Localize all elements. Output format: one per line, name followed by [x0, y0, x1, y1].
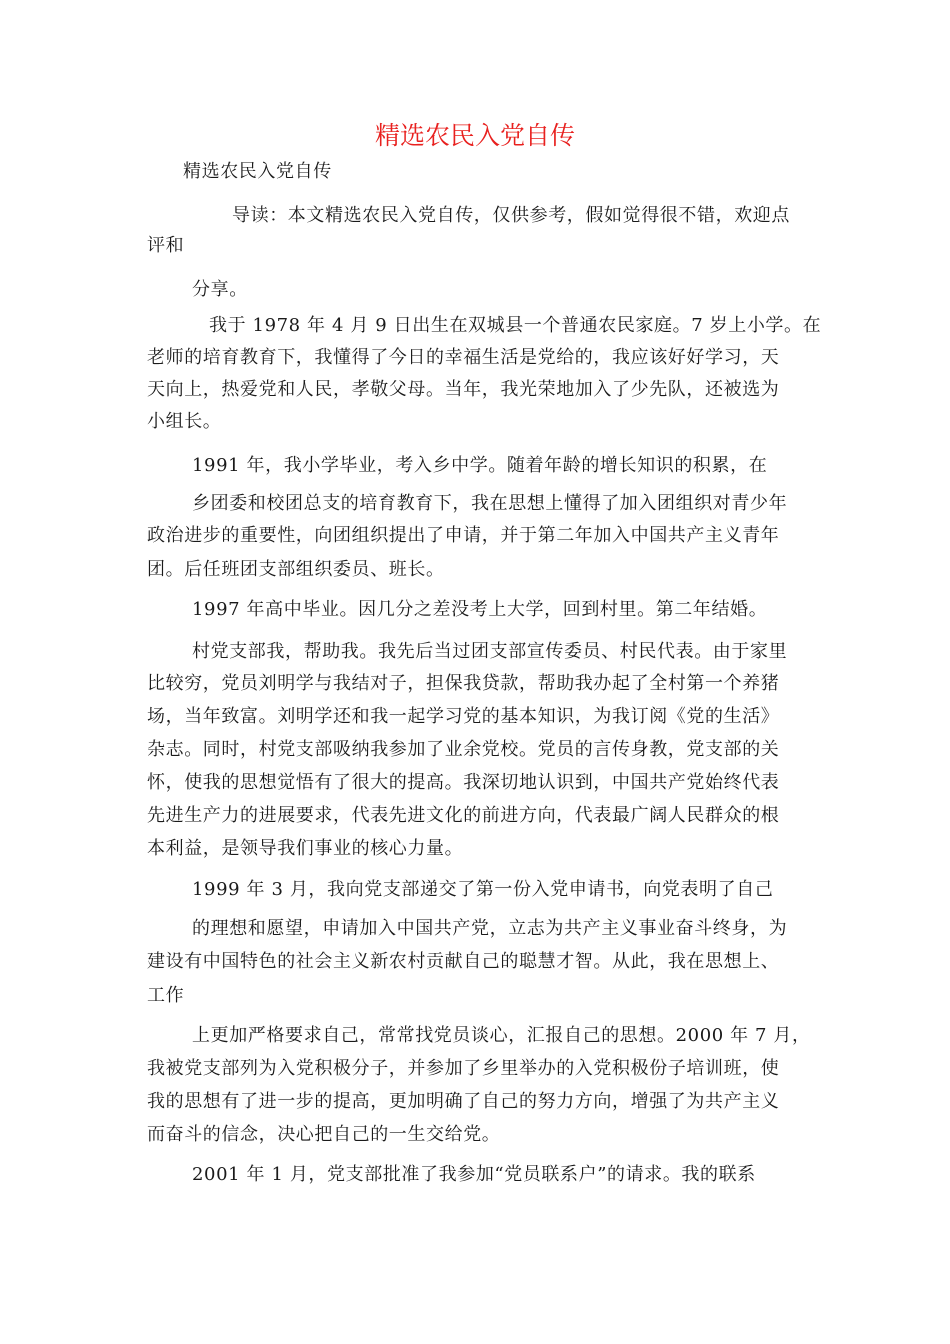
text-line: 杂志。同时，村党支部吸纳我参加了业余党校。党员的言传身教，党支部的关	[147, 739, 780, 760]
text-line: 本利益，是领导我们事业的核心力量。	[147, 838, 464, 859]
text-line: 怀，使我的思想觉悟有了很大的提高。我深切地认识到，中国共产党始终代表	[147, 772, 780, 793]
text-line: 工作	[147, 985, 185, 1006]
text-line: 先进生产力的进展要求，代表先进文化的前进方向，代表最广阔人民群众的根	[147, 805, 780, 826]
text-line: 团。后任班团支部组织委员、班长。	[147, 559, 445, 580]
text-line: 我的思想有了进一步的提高，更加明确了自己的努力方向，增强了为共产主义	[147, 1091, 780, 1112]
text-line: 政治进步的重要性，向团组织提出了申请，并于第二年加入中国共产主义青年	[147, 525, 780, 546]
text-line: 比较穷，党员刘明学与我结对子，担保我贷款，帮助我办起了全村第一个养猪	[147, 673, 780, 694]
text-line: 分享。	[192, 279, 248, 300]
text-line: 1999 年 3 月，我向党支部递交了第一份入党申请书，向党表明了自己	[192, 879, 774, 900]
text-line: 场，当年致富。刘明学还和我一起学习党的基本知识，为我订阅《党的生活》	[147, 706, 780, 727]
text-line: 天向上，热爱党和人民，孝敬父母。当年，我光荣地加入了少先队，还被选为	[147, 379, 780, 400]
text-line: 小组长。	[147, 411, 222, 432]
text-line: 而奋斗的信念，决心把自己的一生交给党。	[147, 1124, 501, 1145]
document-title: 精选农民入党自传	[374, 121, 575, 150]
text-line: 1991 年，我小学毕业，考入乡中学。随着年龄的增长知识的积累，在	[192, 455, 768, 476]
text-line: 我于 1978 年 4 月 9 日出生在双城县一个普通农民家庭。7 岁上小学。在	[209, 315, 822, 336]
text-line: 我被党支部列为入党积极分子，并参加了乡里举办的入党积极份子培训班，使	[147, 1058, 780, 1079]
text-line: 评和	[147, 235, 185, 256]
text-line: 导读：本文精选农民入党自传，仅供参考，假如觉得很不错，欢迎点	[232, 205, 790, 226]
text-line: 上更加严格要求自己，常常找党员谈心，汇报自己的思想。2000 年 7 月，	[192, 1025, 811, 1046]
text-line: 建设有中国特色的社会主义新农村贡献自己的聪慧才智。从此，我在思想上、	[147, 951, 780, 972]
text-line: 乡团委和校团总支的培育教育下，我在思想上懂得了加入团组织对青少年	[192, 493, 788, 514]
subtitle-line: 精选农民入党自传	[183, 161, 332, 182]
text-line: 2001 年 1 月，党支部批准了我参加“党员联系户”的请求。我的联系	[192, 1164, 756, 1185]
text-line: 的理想和愿望，申请加入中国共产党，立志为共产主义事业奋斗终身，为	[192, 918, 788, 939]
text-line: 老师的培育教育下，我懂得了今日的幸福生活是党给的，我应该好好学习，天	[147, 347, 780, 368]
text-line: 1997 年高中毕业。因几分之差没考上大学，回到村里。第二年结婚。	[192, 599, 768, 620]
text-line: 村党支部我，帮助我。我先后当过团支部宣传委员、村民代表。由于家里	[192, 641, 788, 662]
